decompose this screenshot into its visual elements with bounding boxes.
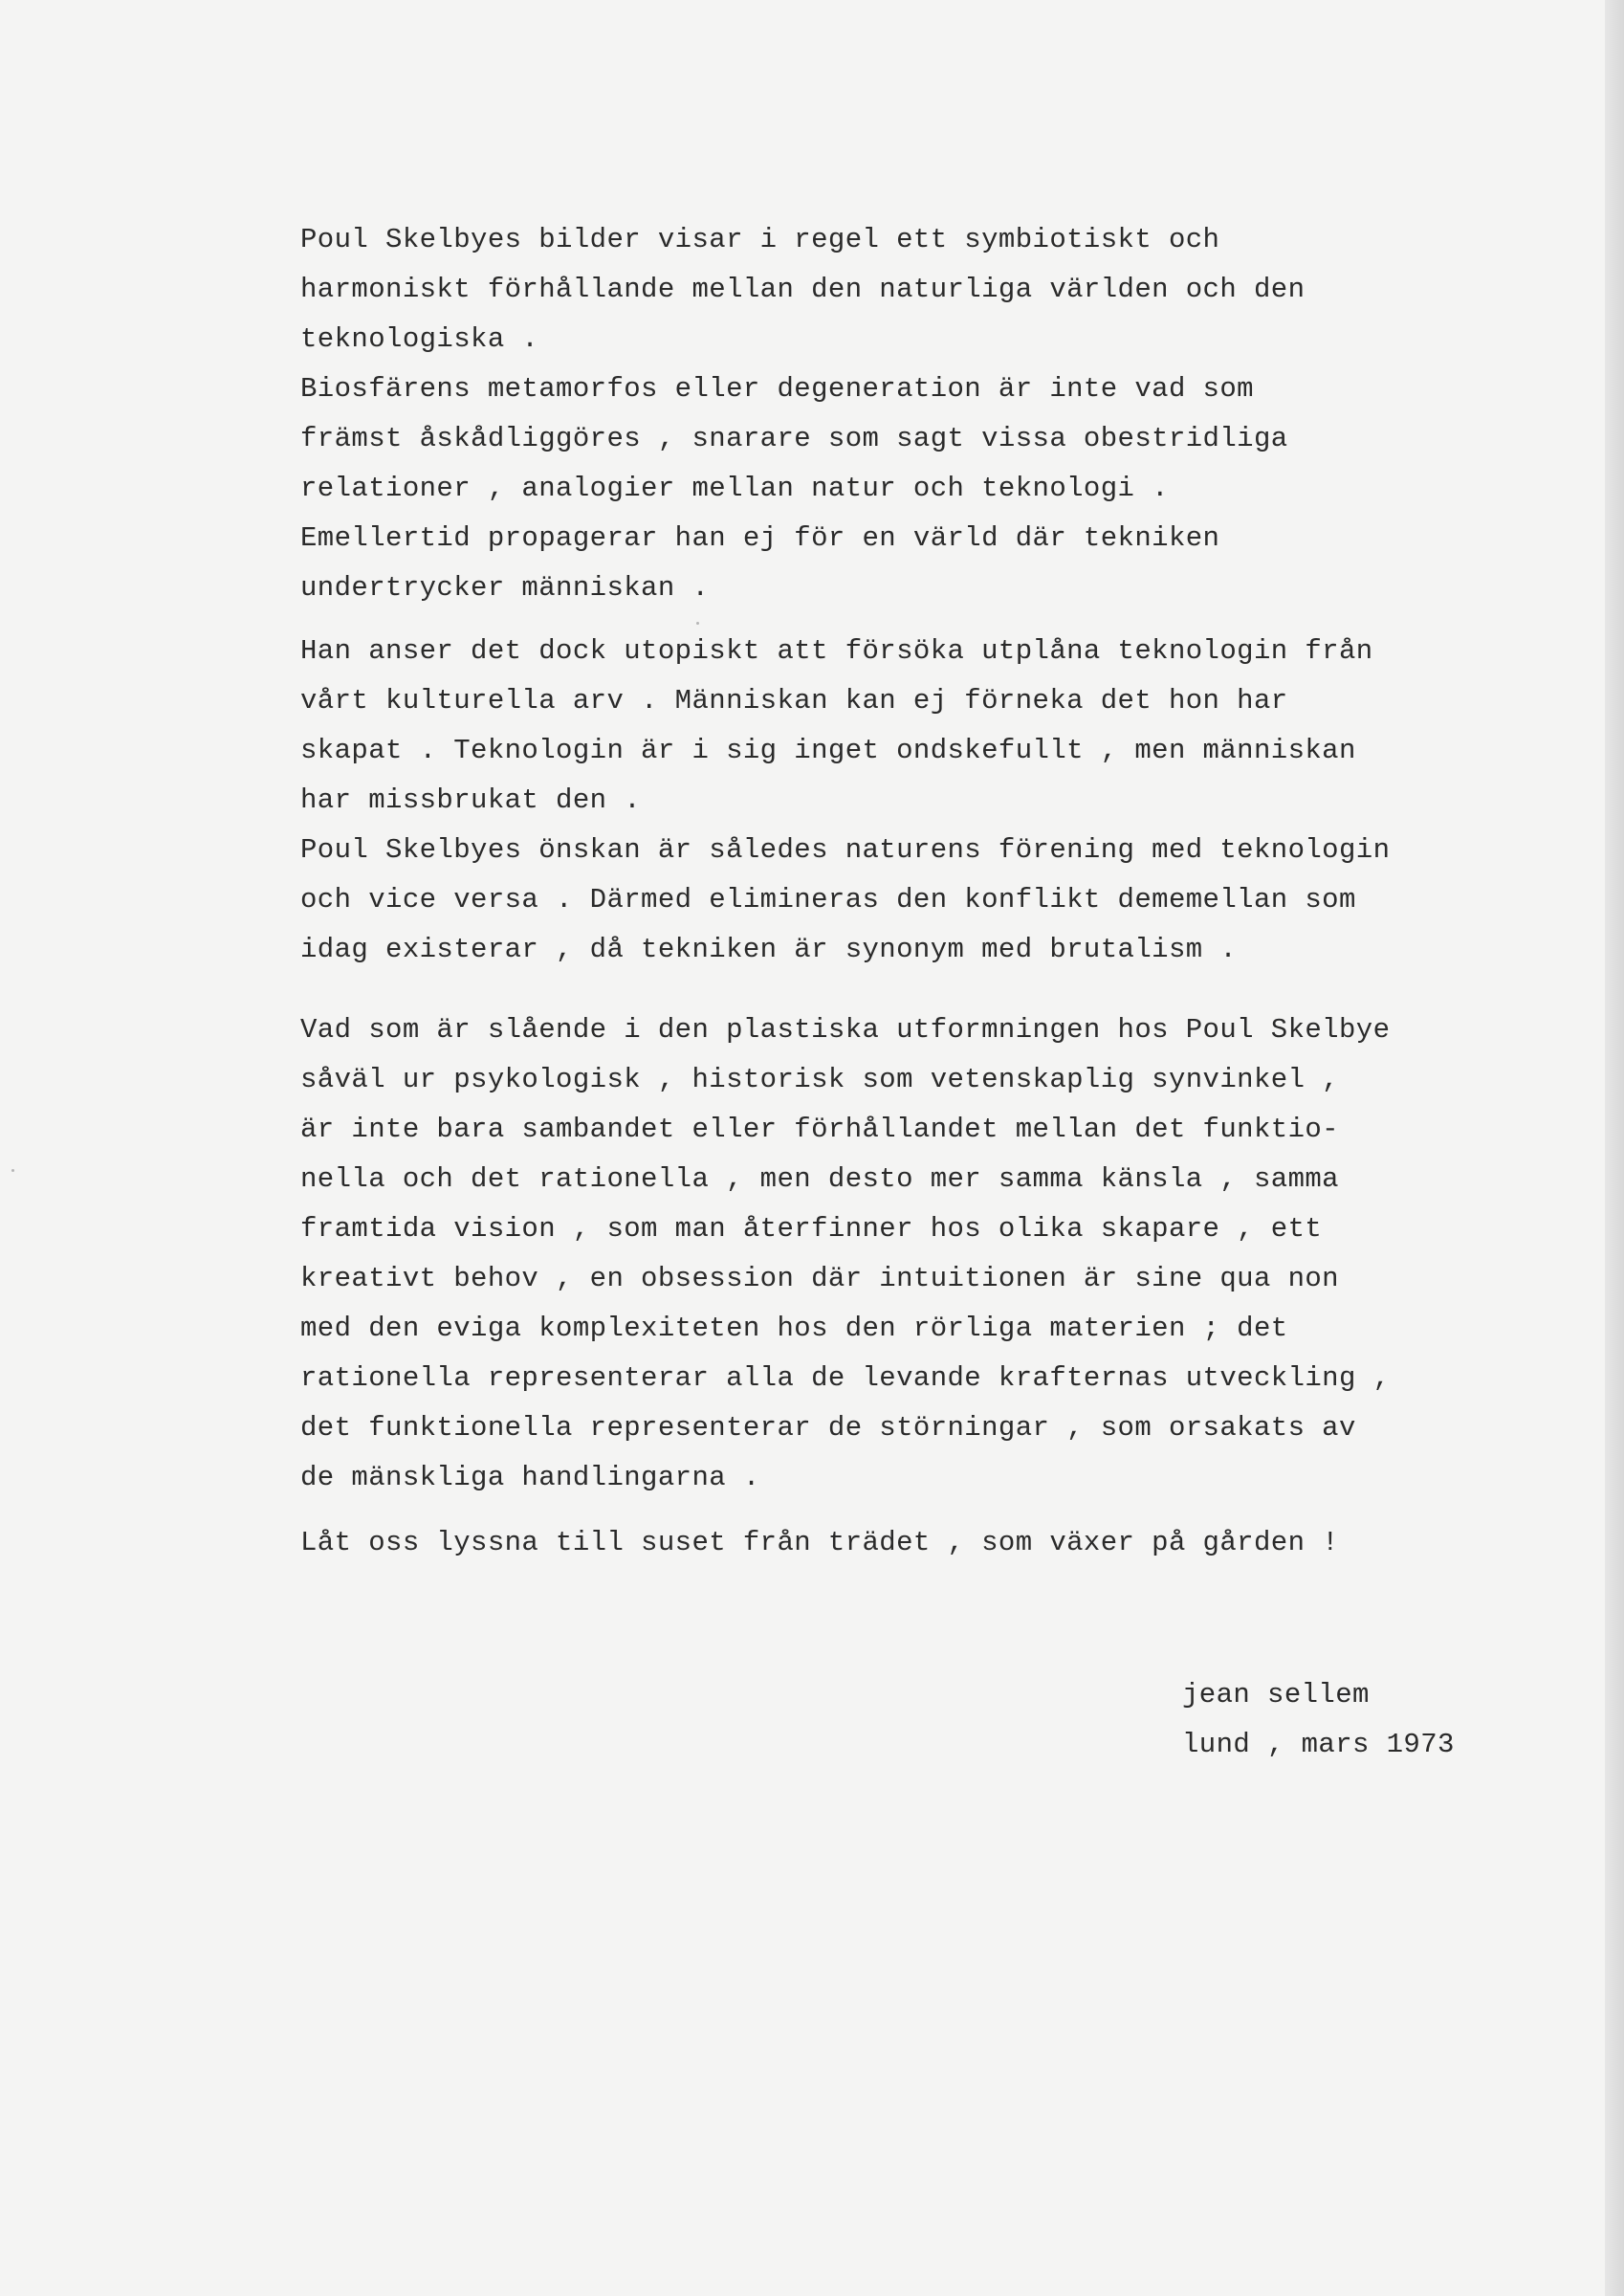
text-line: idag existerar , då tekniken är synonym med brutalism . — [300, 934, 1238, 965]
text-line: med den eviga komplexiteten hos den rörliga materien ; det — [300, 1313, 1288, 1344]
text-line: Biosfärens metamorfos eller degeneration är inte vad som — [300, 373, 1254, 405]
paragraph-3 — [300, 1005, 1390, 1503]
text-line: Poul Skelbyes önskan är således naturens förening med teknologin — [300, 834, 1391, 866]
text-line: skapat . Teknologin är i sig inget ondskefullt , men människan — [300, 735, 1356, 766]
place-date: lund , mars 1973 — [1182, 1729, 1455, 1760]
text-line: kreativt behov , en obsession där intuitionen är sine qua non — [300, 1263, 1339, 1294]
text-line: undertrycker människan . — [300, 572, 710, 604]
page-edge — [1605, 0, 1624, 2296]
text-line: framtida vision , som man återfinner hos olika skapare , ett — [300, 1213, 1323, 1245]
text-line: de mänskliga handlingarna . — [300, 1462, 760, 1493]
text-line: har missbrukat den . — [300, 784, 642, 816]
text-line: teknologiska . — [300, 323, 539, 355]
letter-body — [300, 215, 1390, 1568]
text-line: Han anser det dock utopiskt att försöka utplåna teknologin från — [300, 635, 1373, 667]
text-line: Poul Skelbyes bilder visar i regel ett symbiotiskt och — [300, 224, 1220, 255]
text-line: Låt oss lyssna till suset från trädet , som växer på gården ! — [300, 1527, 1339, 1558]
text-line: Emellertid propagerar han ej för en värld där tekniken — [300, 522, 1220, 554]
paragraph-4 — [300, 1518, 1390, 1568]
signature-block — [1182, 1670, 1455, 1770]
text-line: rationella representerar alla de levande krafternas utveckling , — [300, 1362, 1391, 1394]
text-line: och vice versa . Därmed elimineras den konflikt dememellan som — [300, 884, 1356, 916]
paragraph-1 — [300, 215, 1390, 613]
text-line: är inte bara sambandet eller förhållandet mellan det funktio- — [300, 1114, 1339, 1145]
text-line: relationer , analogier mellan natur och teknologi . — [300, 473, 1169, 504]
text-line: harmoniskt förhållande mellan den naturliga världen och den — [300, 274, 1306, 305]
text-line: främst åskådliggöres , snarare som sagt vissa obestridliga — [300, 423, 1288, 454]
text-line: det funktionella representerar de störningar , som orsakats av — [300, 1412, 1356, 1444]
text-line: Vad som är slående i den plastiska utformningen hos Poul Skelbye — [300, 1014, 1391, 1046]
text-line: nella och det rationella , men desto mer samma känsla , samma — [300, 1163, 1339, 1195]
text-line: vårt kulturella arv . Människan kan ej förneka det hon har — [300, 685, 1288, 717]
paper-speck — [11, 1169, 14, 1172]
author-name: jean sellem — [1182, 1679, 1370, 1711]
paragraph-2 — [300, 627, 1390, 975]
text-line: såväl ur psykologisk , historisk som vetenskaplig synvinkel , — [300, 1064, 1339, 1095]
